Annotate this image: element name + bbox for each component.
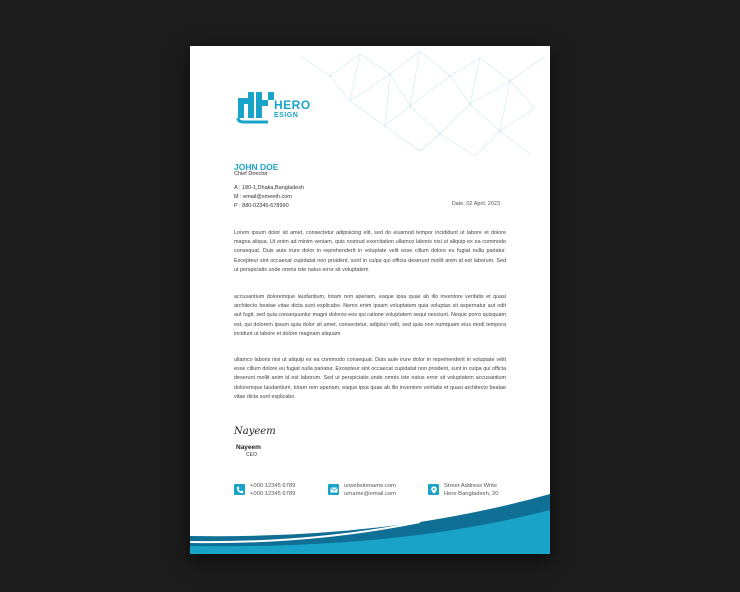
footer-phone-line-2: +000 12345 6789 (250, 491, 296, 497)
signatory-title: CEO (246, 452, 257, 458)
body-paragraph-3: ullamco laboris nisi ut aliquip ex ea commodo consequat. Duis aute irure dolor in reprehenderit in voluptate velit esse cillum dolore eu fugiat nulla pariatur. Excepteur sint occaecat cupidatat non proident, sunt in culpa qui officia deserunt mollit anim id est laborum. Sed ut perspiciatis unde omnis iste natus error sit voluptatem accusantium doloremque laudantium, totam rem aperiam, eaque ipsa quae ab illo inventore veritatis et quasi architecto beatae vitae dicta sunt explicabo. (234, 357, 506, 400)
body-paragraph-1: Lorem ipsum dolor sit amet, consectetur adipisicing elit, sed do eiusmod tempor incididunt ut labore et dolore magna aliqua. Ut enim ad minim veniam, quis nostrud exercitation ullamco laboris nisi ut aliquip ex ea commodo consequat. Duis aute irure dolor in reprehenderit in voluptate velit esse cillum dolore eu fugiat nulla pariatur. Excepteur sint occaecat cupidatat non proident, sunt in culpa qui officia deserunt mollit anim id est laborum. Sed ut perspiciatis unde omnis iste natus error sit voluptatem (234, 230, 506, 273)
footer-address-line-1: Street Address Write (444, 483, 498, 489)
footer-wave-decoration (190, 476, 550, 554)
footer-address-line-2: Here Bangladesh, 20 (444, 491, 499, 497)
signatory-name: Nayeem (236, 444, 261, 451)
sender-phone: P : 880-02345-678990 (234, 203, 289, 209)
letter-date: Date, 02 April, 2023 (451, 201, 500, 207)
logo-mark-icon (234, 88, 274, 124)
sender-email: M : email@smeeth.com (234, 194, 292, 200)
sender-title: Chief Director (234, 171, 268, 177)
footer-email: urname@email.com (344, 491, 396, 497)
network-pattern-decoration (290, 46, 550, 166)
sender-address: A : 180-1,Dhaka,Bangladesh (234, 185, 305, 191)
footer-website: urwebsitename.com (344, 483, 396, 489)
company-logo (234, 86, 314, 126)
letterhead-page (190, 46, 550, 554)
sender-name: JOHN DOE (234, 162, 279, 172)
logo-text-design: ESIGN (274, 112, 299, 119)
body-paragraph-2: accusantium doloremque laudantium, totam rem aperiam, eaque ipsa quae ab illo inventore veritatis et quasi architecto beatae vitae dicta sunt explicabo. Nemo enim ipsam voluptatem quia voluptas sit aspernatur aut odit aut fugit, sed quia consequuntur magni dolores eos qui ratione voluptatem sequi nesciunt. Neque porro quisquam est, qui dolorem ipsum quia dolor sit amet, consectetur, adipisci velit, sed quia non numquam eius modi tempora incidunt ut labore et dolore magnam aliquam (234, 294, 506, 337)
handwritten-signature: Nayeem (234, 426, 276, 437)
footer-phone-line-1: +000 12345 6789 (250, 483, 296, 489)
logo-text-hero: HERO (274, 98, 311, 112)
